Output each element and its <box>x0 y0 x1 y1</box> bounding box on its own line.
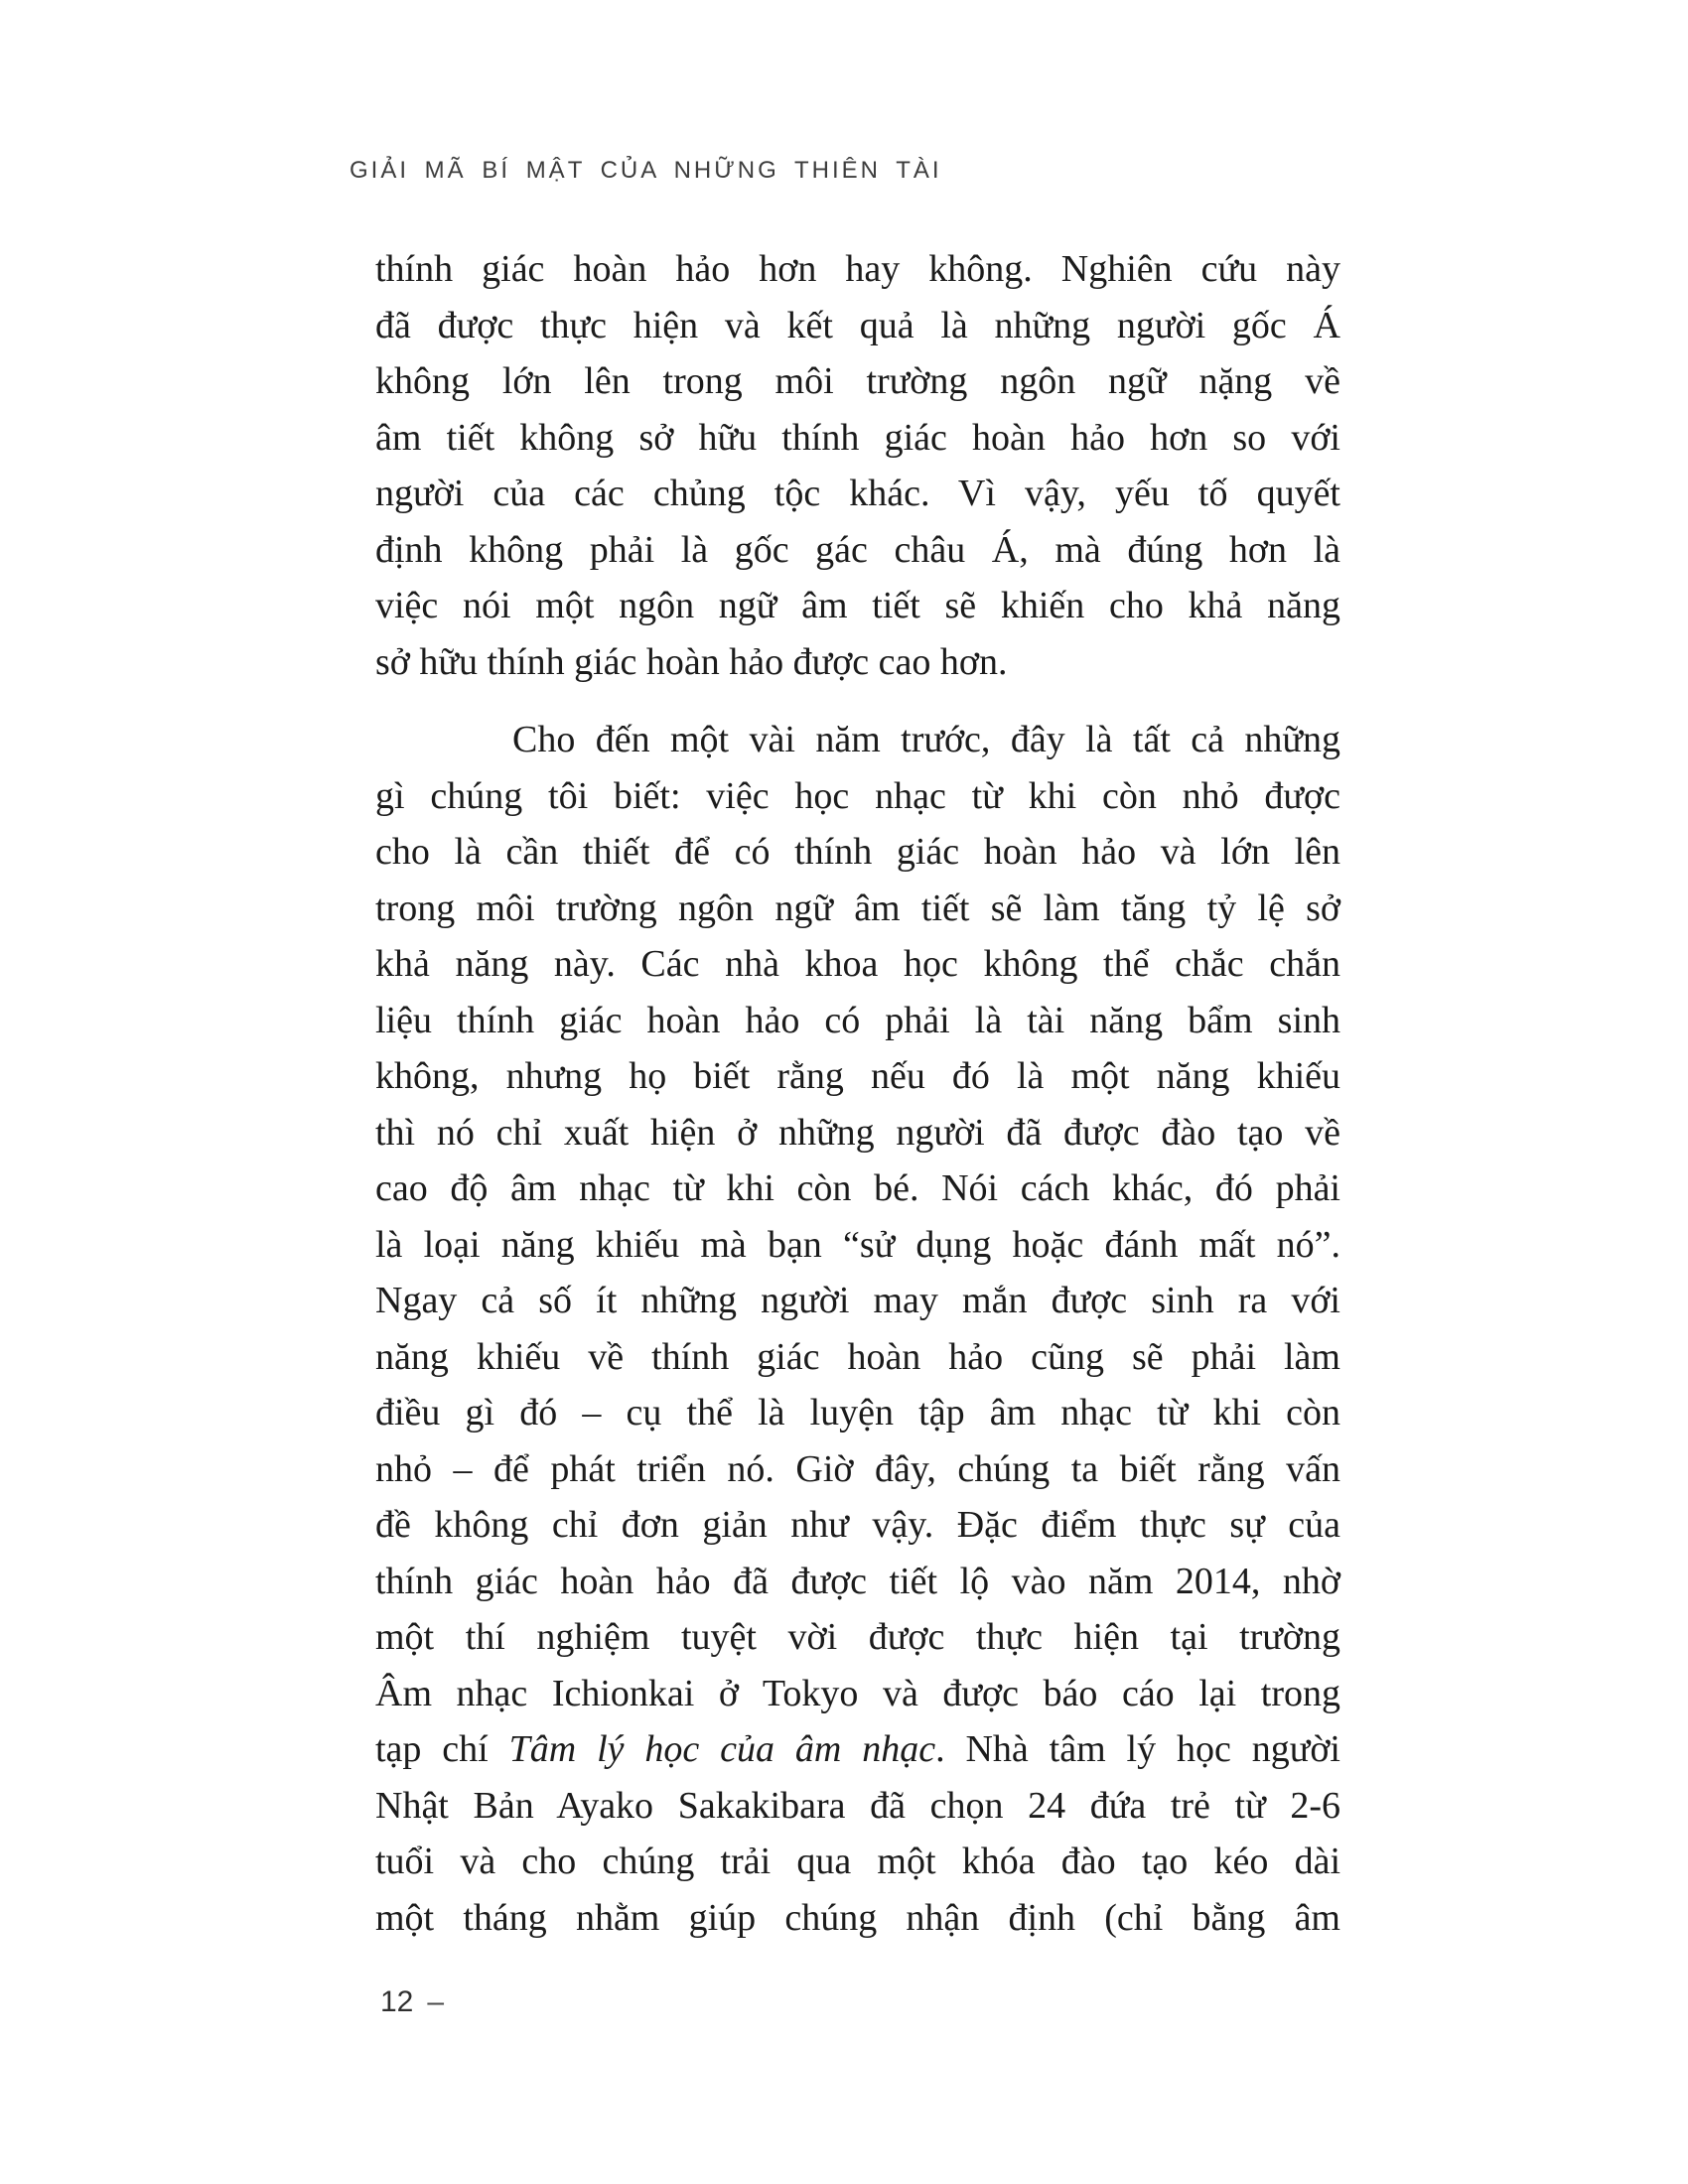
text-line: thính giác hoàn hảo đã được tiết lộ vào năm 2014, nhờ <box>375 1560 1340 1602</box>
text-line: trong môi trường ngôn ngữ âm tiết sẽ làm tăng tỷ lệ sở <box>375 887 1340 929</box>
text-line: năng khiếu về thính giác hoàn hảo cũng sẽ phải làm <box>375 1335 1340 1378</box>
text-segment: tạp chí <box>375 1728 509 1770</box>
text-line: điều gì đó – cụ thể là luyện tập âm nhạc từ khi còn <box>375 1392 1340 1433</box>
paragraph <box>375 712 1340 1946</box>
page-number: 12 <box>380 1985 414 2018</box>
text-segment: . Nhà tâm lý học người <box>935 1728 1340 1770</box>
text-line: gì chúng tôi biết: việc học nhạc từ khi còn nhỏ được <box>375 774 1340 817</box>
text-line: không lớn lên trong môi trường ngôn ngữ nặng về <box>375 360 1340 402</box>
italic-text-segment: Tâm lý học của âm nhạc <box>508 1728 936 1770</box>
text-line: việc nói một ngôn ngữ âm tiết sẽ khiến cho khả năng <box>375 585 1340 626</box>
text-line: không, nhưng họ biết rằng nếu đó là một năng khiếu <box>375 1055 1340 1097</box>
text-line: thì nó chỉ xuất hiện ở những người đã được đào tạo về <box>375 1111 1340 1154</box>
text-line: nhỏ – để phát triển nó. Giờ đây, chúng ta biết rằng vấn <box>375 1447 1340 1490</box>
text-line: đề không chỉ đơn giản như vậy. Đặc điểm thực sự của <box>375 1504 1340 1546</box>
text-line: đã được thực hiện và kết quả là những người gốc Á <box>375 304 1340 346</box>
text-line: một thí nghiệm tuyệt vời được thực hiện tại trường <box>375 1616 1340 1658</box>
text-line: khả năng này. Các nhà khoa học không thể chắc chắn <box>375 943 1340 985</box>
running-header: GIẢI MÃ BÍ MẬT CỦA NHỮNG THIÊN TÀI <box>350 157 942 184</box>
text-block <box>375 241 1340 1946</box>
text-line: tuổi và cho chúng trải qua một khóa đào tạo kéo dài <box>375 1841 1340 1882</box>
text-line: sở hữu thính giác hoàn hảo được cao hơn. <box>375 640 1008 683</box>
text-line: cho là cần thiết để có thính giác hoàn hảo và lớn lên <box>375 831 1340 873</box>
text-line: người của các chủng tộc khác. Vì vậy, yếu tố quyết <box>375 473 1340 514</box>
paragraph <box>375 241 1340 690</box>
footer-dash: – <box>427 1985 445 2018</box>
text-line: thính giác hoàn hảo hơn hay không. Nghiên cứu này <box>375 248 1340 290</box>
text-line: Âm nhạc Ichionkai ở Tokyo và được báo cáo lại trong <box>375 1672 1340 1714</box>
text-line: liệu thính giác hoàn hảo có phải là tài năng bẩm sinh <box>375 999 1340 1041</box>
text-line <box>375 1721 1340 1778</box>
text-line: Nhật Bản Ayako Sakakibara đã chọn 24 đứa trẻ từ 2-6 <box>375 1784 1340 1827</box>
text-line: là loại năng khiếu mà bạn “sử dụng hoặc đánh mất nó”. <box>375 1223 1340 1266</box>
text-line: cao độ âm nhạc từ khi còn bé. Nói cách khác, đó phải <box>375 1167 1340 1209</box>
text-line: một tháng nhằm giúp chúng nhận định (chỉ bằng âm <box>375 1896 1340 1939</box>
text-line: Cho đến một vài năm trước, đây là tất cả những <box>512 719 1340 760</box>
page-footer <box>380 1985 444 2019</box>
text-line: Ngay cả số ít những người may mắn được sinh ra với <box>375 1280 1340 1321</box>
text-line: âm tiết không sở hữu thính giác hoàn hảo hơn so với <box>375 416 1340 459</box>
text-line: định không phải là gốc gác châu Á, mà đúng hơn là <box>375 528 1340 571</box>
